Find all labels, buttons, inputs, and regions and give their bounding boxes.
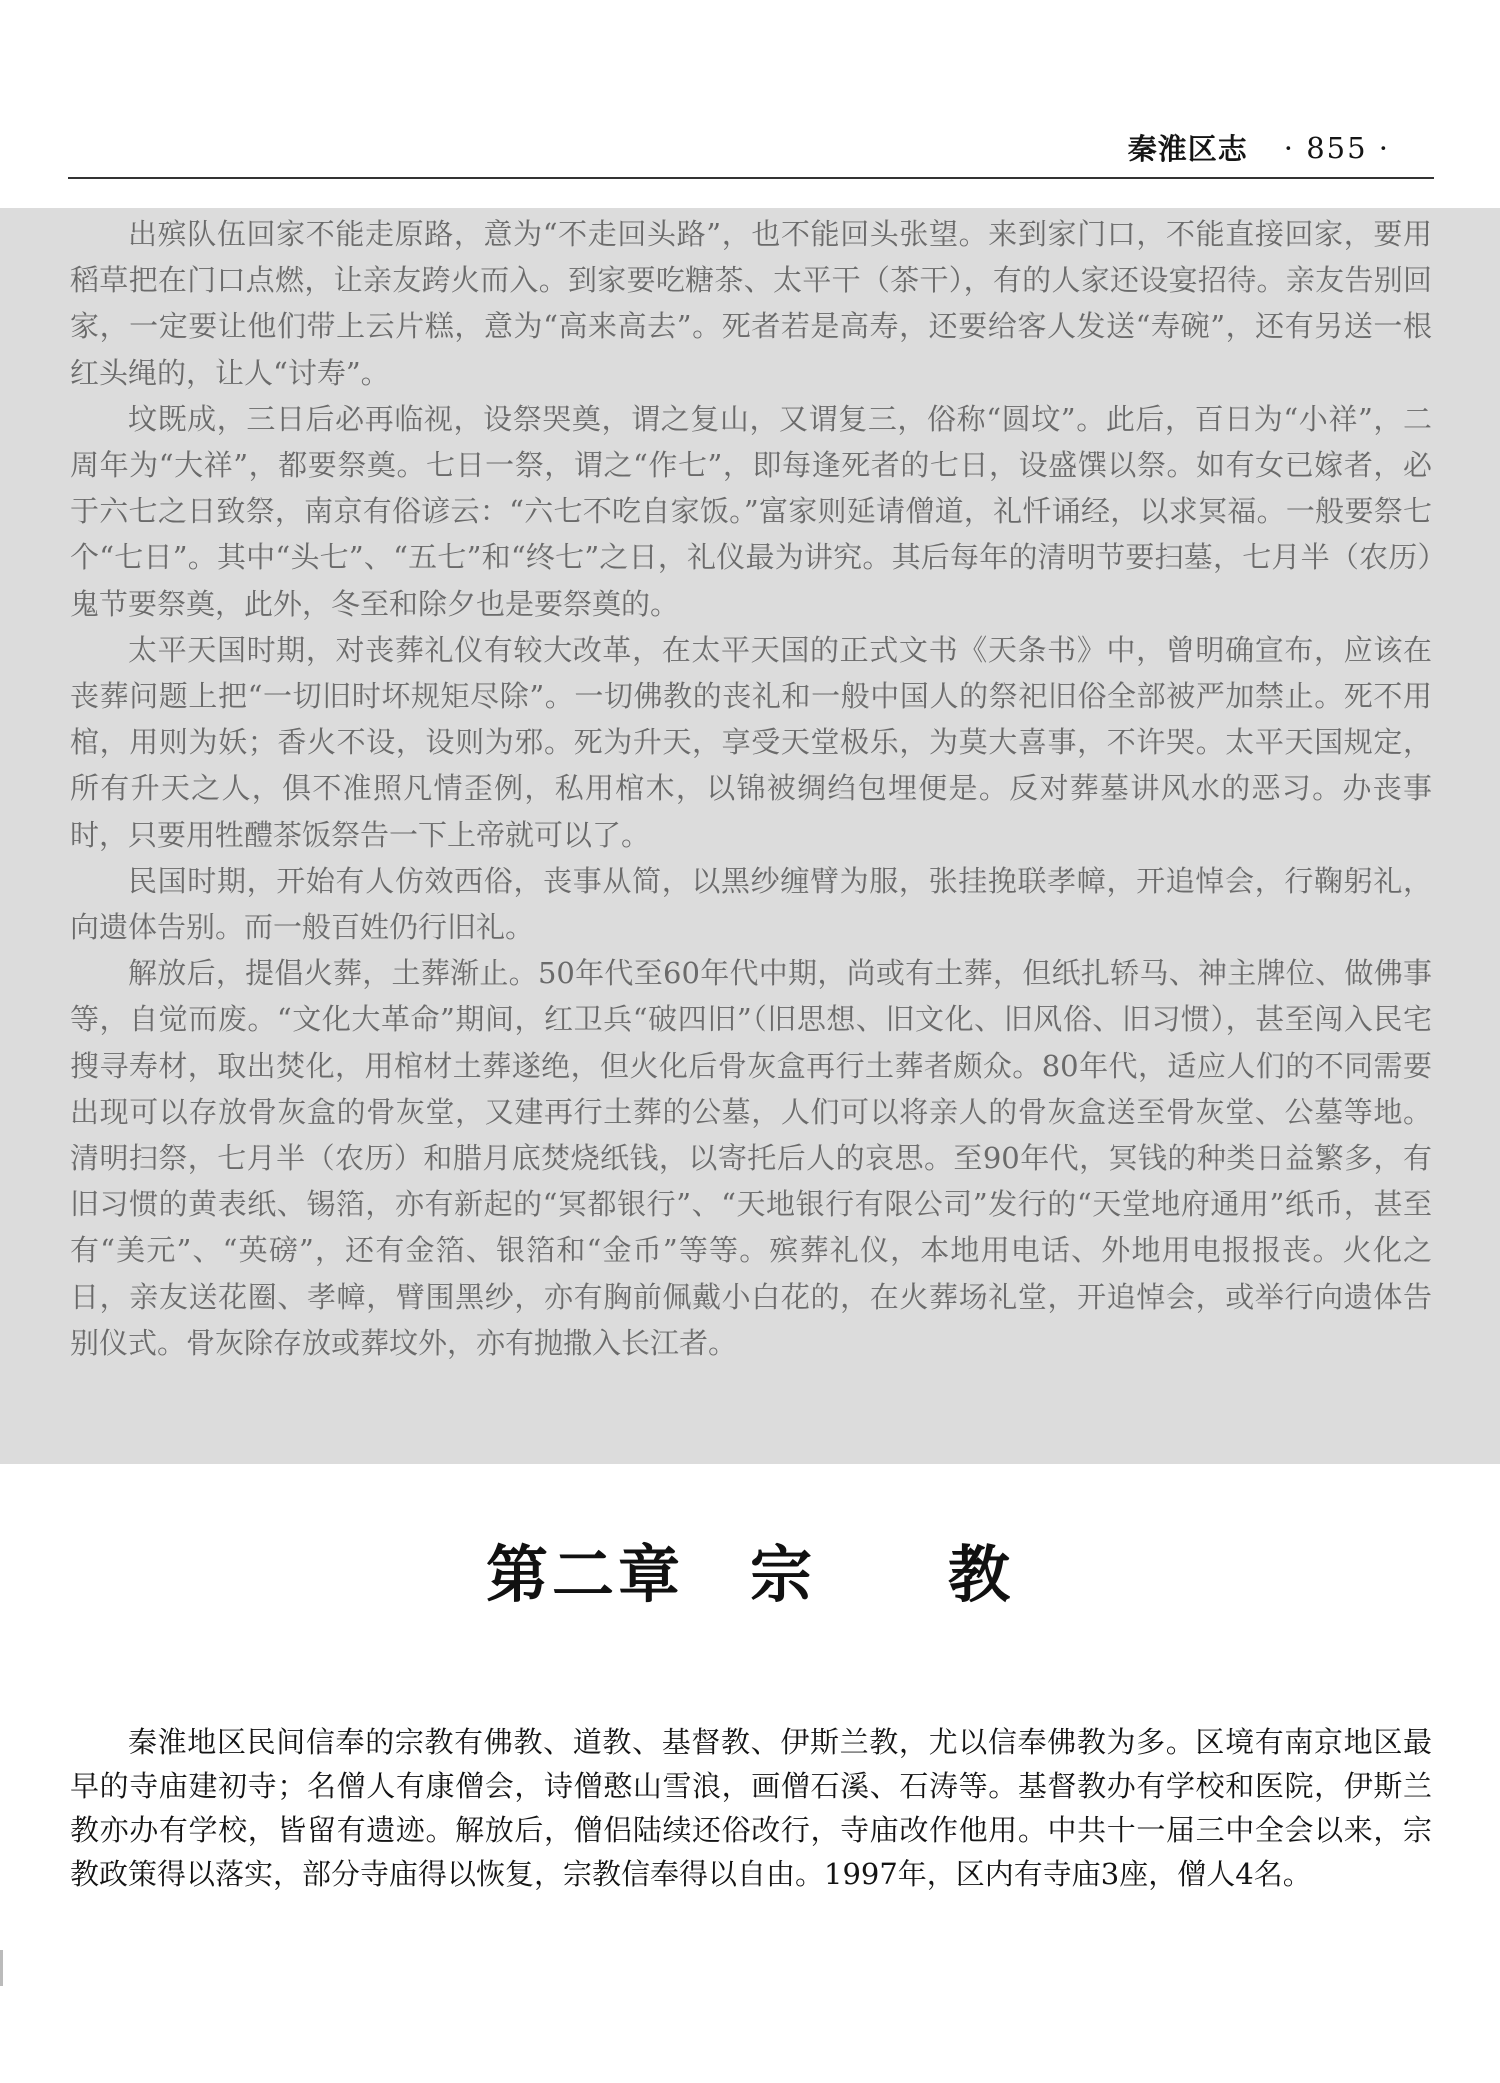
chapter-body-text — [70, 1720, 1432, 1896]
chapter-title: 第二章 宗 教 — [485, 1538, 1014, 1611]
shaded-section-text — [70, 211, 1432, 1366]
paragraph-republic-era: 民国时期，开始有人仿效西俗，丧事从简，以黑纱缠臂为服，张挂挽联孝幛，开追悼会，行鞠躬礼，向遗体告别。而一般百姓仍行旧礼。 — [70, 863, 1432, 945]
header-rule — [68, 177, 1434, 179]
paragraph-funeral-return: 出殡队伍回家不能走原路，意为“不走回头路”，也不能回头张望。来到家门口，不能直接回家，要用稻草把在门口点燃，让亲友跨火而入。到家要吃糖茶、太平干（茶干），有的人家还设宴招待。亲友告别回家，一定要让他们带上云片糕，意为“高来高去”。死者若是高寿，还要给客人发送“寿碗”，还有另送一根红头绳的，让人“讨寿”。 — [70, 217, 1432, 390]
book-title: 秦淮区志 — [1127, 132, 1248, 166]
page-number: · 855 · — [1283, 130, 1390, 165]
paragraph-post-liberation: 解放后，提倡火葬，土葬渐止。50年代至60年代中期，尚或有土葬，但纸扎轿马、神主牌位、做佛事等，自觉而废。“文化大革命”期间，红卫兵“破四旧”（旧思想、旧文化、旧风俗、旧习惯），甚至闯入民宅搜寻寿材，取出焚化，用棺材土葬遂绝，但火化后骨灰盒再行土葬者颇众。80年代，适应人们的不同需要出现可以存放骨灰盒的骨灰堂，又建再行土葬的公墓，人们可以将亲人的骨灰盒送至骨灰堂、公墓等地。清明扫祭，七月半（农历）和腊月底焚烧纸钱，以寄托后人的哀思。至90年代，冥钱的种类日益繁多，有旧习惯的黄表纸、锡箔，亦有新起的“冥都银行”、“天地银行有限公司”发行的“天堂地府通用”纸币，甚至有“美元”、“英磅”，还有金箔、银箔和“金币”等等。殡葬礼仪，本地用电话、外地用电报报丧。火化之日，亲友送花圈、孝幛，臂围黑纱，亦有胸前佩戴小白花的，在火葬场礼堂，开追悼会，或举行向遗体告别仪式。骨灰除存放或葬坟外，亦有抛撒入长江者。 — [70, 956, 1432, 1360]
scan-edge-mark — [0, 1950, 3, 1986]
paragraph-religion-intro: 秦淮地区民间信奉的宗教有佛教、道教、基督教、伊斯兰教，尤以信奉佛教为多。区境有南京地区最早的寺庙建初寺；名僧人有康僧会，诗僧憨山雪浪，画僧石溪、石涛等。基督教办有学校和医院，伊斯兰教亦办有学校，皆留有遗迹。解放后，僧侣陆续还俗改行，寺庙改作他用。中共十一届三中全会以来，宗教政策得以落实，部分寺庙得以恢复，宗教信奉得以自由。1997年，区内有寺庙3座，僧人4名。 — [70, 1725, 1432, 1891]
paragraph-grave-rites: 坟既成，三日后必再临视，设祭哭奠，谓之复山，又谓复三，俗称“圆坟”。此后，百日为“小祥”，二周年为“大祥”，都要祭奠。七日一祭，谓之“作七”，即每逢死者的七日，设盛馔以祭。如有女已嫁者，必于六七之日致祭，南京有俗谚云：“六七不吃自家饭。”富家则延请僧道，礼忏诵经，以求冥福。一般要祭七个“七日”。其中“头七”、“五七”和“终七”之日，礼仪最为讲究。其后每年的清明节要扫墓，七月半（农历）鬼节要祭奠，此外，冬至和除夕也是要祭奠的。 — [70, 401, 1432, 621]
page-header — [1128, 125, 1390, 170]
paragraph-taiping-reform: 太平天国时期，对丧葬礼仪有较大改革，在太平天国的正式文书《天条书》中，曾明确宣布，应该在丧葬问题上把“一切旧时坏规矩尽除”。一切佛教的丧礼和一般中国人的祭祀旧俗全部被严加禁止。死不用棺，用则为妖；香火不设，设则为邪。死为升天，享受天堂极乐，为莫大喜事，不许哭。太平天国规定，所有升天之人，俱不准照凡情歪例，私用棺木，以锦被绸绉包埋便是。反对葬墓讲风水的恶习。办丧事时，只要用牲醴茶饭祭告一下上帝就可以了。 — [70, 632, 1432, 852]
